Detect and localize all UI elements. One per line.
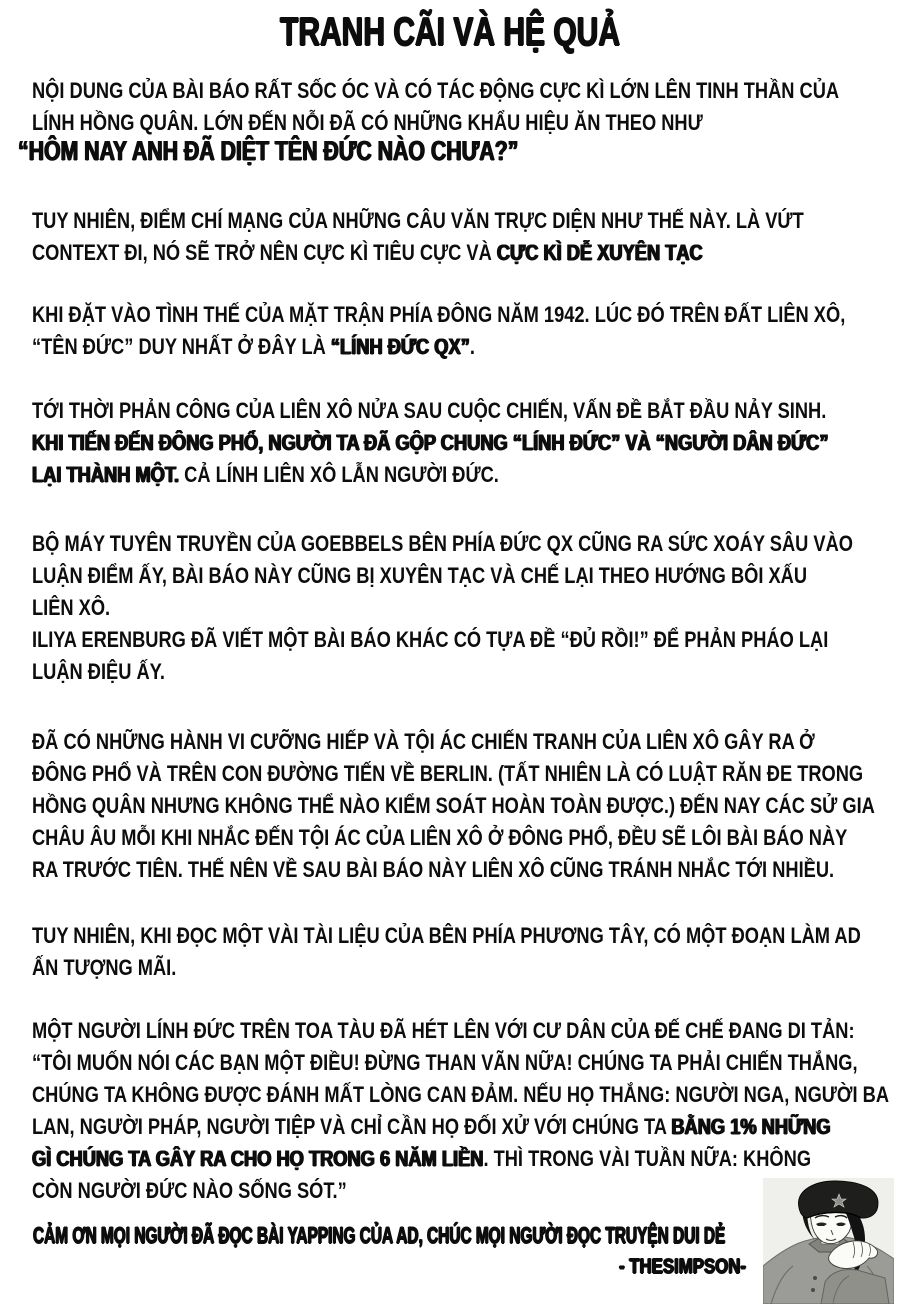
body-text: ĐÔNG PHỔ VÀ TRÊN CON ĐƯỜNG TIẾN VỀ BERLIN. (TẤT NHIÊN LÀ CÓ LUẬT RĂN ĐE TRONG xyxy=(32,761,864,786)
body-text: LIÊN XÔ. xyxy=(32,595,111,620)
body-text: LUẬN ĐIỆU ẤY. xyxy=(32,659,165,684)
text-line xyxy=(32,790,875,822)
text-line xyxy=(32,395,828,427)
text-line xyxy=(32,952,861,984)
body-text: TUY NHIÊN, KHI ĐỌC MỘT VÀI TÀI LIỆU CỦA BÊN PHÍA PHƯƠNG TÂY, CÓ MỘT ĐOẠN LÀM AD xyxy=(32,923,861,948)
body-text: “TÔI MUỐN NÓI CÁC BẠN MỘT ĐIỀU! ĐỪNG THAN VÃN NỮA! CHÚNG TA PHẢI CHIẾN THẮNG, xyxy=(32,1050,858,1075)
emphasized-text: BẰNG 1% NHỮNG xyxy=(671,1114,831,1139)
text-line xyxy=(32,1047,889,1079)
text-line xyxy=(32,854,875,886)
text-line xyxy=(32,1015,889,1047)
female-soldier-illustration xyxy=(763,1178,897,1304)
body-text: BỘ MÁY TUYÊN TRUYỀN CỦA GOEBBELS BÊN PHÍA ĐỨC QX CŨNG RA SỨC XOÁY SÂU VÀO xyxy=(32,531,853,556)
text-line xyxy=(32,1079,889,1111)
body-text: ILIYA ERENBURG ĐÃ VIẾT MỘT BÀI BÁO KHÁC CÓ TỰA ĐỀ “ĐỦ RỒI!” ĐỂ PHẢN PHÁO LẠI xyxy=(32,627,829,652)
female-soldier-portrait-svg xyxy=(763,1178,897,1304)
text-line xyxy=(32,237,804,269)
body-text: CẢ LÍNH LIÊN XÔ LẪN NGƯỜI ĐỨC. xyxy=(179,462,499,487)
text-line xyxy=(32,331,845,363)
body-text: TUY NHIÊN, ĐIỂM CHÍ MẠNG CỦA NHỮNG CÂU VĂN TRỰC DIỆN NHƯ THẾ NÀY. LÀ VỨT xyxy=(32,208,804,233)
body-text: ẤN TƯỢNG MÃI. xyxy=(32,955,177,980)
emphasized-text: KHI TIẾN ĐẾN ĐÔNG PHỔ, NGƯỜI TA ĐÃ GỘP CHUNG “LÍNH ĐỨC” VÀ “NGƯỜI DÂN ĐỨC” xyxy=(32,430,829,455)
text-line xyxy=(32,920,861,952)
body-text: KHI ĐẶT VÀO TÌNH THẾ CỦA MẶT TRẬN PHÍA ĐÔNG NĂM 1942. LÚC ĐÓ TRÊN ĐẤT LIÊN XÔ, xyxy=(32,302,846,327)
text-line xyxy=(32,427,828,459)
text-line xyxy=(32,75,839,107)
war-crimes-paragraph xyxy=(32,726,900,886)
context-paragraph xyxy=(32,205,900,269)
text-line xyxy=(32,656,853,688)
body-text: . THÌ TRONG VÀI TUẦN NỮA: KHÔNG xyxy=(483,1146,812,1171)
body-text: . xyxy=(469,334,475,359)
emphasized-text: CỰC KÌ DỄ XUYÊN TẠC xyxy=(496,240,703,265)
text-line xyxy=(32,528,853,560)
goebbels-paragraph xyxy=(32,528,900,688)
slogan-line xyxy=(18,134,676,168)
body-text: NỘI DUNG CỦA BÀI BÁO RẤT SỐC ÓC VÀ CÓ TÁC ĐỘNG CỰC KÌ LỚN LÊN TINH THẦN CỦA xyxy=(32,78,840,103)
text-line xyxy=(32,459,828,491)
body-text: MỘT NGƯỜI LÍNH ĐỨC TRÊN TOA TÀU ĐÃ HÉT LÊN VỚI CƯ DÂN CỦA ĐẾ CHẾ ĐANG DI TẢN: xyxy=(32,1018,855,1043)
body-text: “TÊN ĐỨC” DUY NHẤT Ở ĐÂY LÀ xyxy=(32,334,331,359)
text-line xyxy=(32,822,875,854)
body-text: HỒNG QUÂN NHƯNG KHÔNG THỂ NÀO KIỂM SOÁT HOÀN TOÀN ĐƯỢC.) ĐẾN NAY CÁC SỬ GIA xyxy=(32,793,875,818)
text-line xyxy=(32,560,853,592)
body-text: CONTEXT ĐI, NÓ SẼ TRỞ NÊN CỰC KÌ TIÊU CỰC VÀ xyxy=(32,240,497,265)
emphasized-text: LẠI THÀNH MỘT. xyxy=(32,462,180,487)
body-text: CHÚNG TA KHÔNG ĐƯỢC ĐÁNH MẤT LÒNG CAN ĐẢM. NẾU HỌ THẮNG: NGƯỜI NGA, NGƯỜI BA xyxy=(32,1082,890,1107)
western-docs-paragraph xyxy=(32,920,900,984)
counteroffensive-paragraph xyxy=(32,395,900,491)
text-line xyxy=(18,134,518,168)
emphasized-text: GÌ CHÚNG TA GÂY RA CHO HỌ TRONG 6 NĂM LIỀN xyxy=(32,1146,484,1171)
body-text: TỚI THỜI PHẢN CÔNG CỦA LIÊN XÔ NỬA SAU CUỘC CHIẾN, VẤN ĐỀ BẮT ĐẦU NẢY SINH. xyxy=(32,398,827,423)
text-line xyxy=(32,1175,889,1207)
body-text: CHÂU ÂU MỖI KHI NHẮC ĐẾN TỘI ÁC CỦA LIÊN XÔ Ở ĐÔNG PHỔ, ĐỀU SẼ LÔI BÀI BÁO NÀY xyxy=(32,825,848,850)
text-line xyxy=(32,1111,889,1143)
text-line xyxy=(32,1143,889,1175)
body-text: RA TRƯỚC TIÊN. THẾ NÊN VỀ SAU BÀI BÁO NÀY LIÊN XÔ CŨNG TRÁNH NHẮC TỚI NHIỀU. xyxy=(32,857,835,882)
text-line xyxy=(32,205,804,237)
footer-credit: - THESIMPSON- xyxy=(619,1255,746,1278)
page-title: TRANH CÃI VÀ HỆ QUẢ xyxy=(279,10,621,54)
body-text: LUẬN ĐIỂM ẤY, BÀI BÁO NÀY CŨNG BỊ XUYÊN TẠC VÀ CHẾ LẠI THEO HƯỚNG BÔI XẤU xyxy=(32,563,808,588)
footer-thanks: CẢM ƠN MỌI NGƯỜI ĐÃ ĐỌC BÀI YAPPING CỦA AD, CHÚC MỌI NGƯỜI ĐỌC TRUYỆN DUI DẺ xyxy=(33,1222,726,1248)
text-line xyxy=(32,299,845,331)
body-text: LAN, NGƯỜI PHÁP, NGƯỜI TIỆP VÀ CHỈ CẦN HỌ ĐỐI XỬ VỚI CHÚNG TA xyxy=(32,1114,672,1139)
body-text: ĐÃ CÓ NHỮNG HÀNH VI CƯỠNG HIẾP VÀ TỘI ÁC CHIẾN TRANH CỦA LIÊN XÔ GÂY RA Ở xyxy=(32,729,815,754)
body-text: LÍNH HỒNG QUÂN. LỚN ĐẾN NỖI ĐÃ CÓ NHỮNG KHẨU HIỆU ĂN THEO NHƯ xyxy=(32,110,703,135)
text-line xyxy=(32,624,853,656)
body-text: CÒN NGƯỜI ĐỨC NÀO SỐNG SÓT.” xyxy=(32,1178,347,1203)
text-line xyxy=(32,758,875,790)
text-line xyxy=(32,726,875,758)
text-line xyxy=(32,592,853,624)
eastern-front-paragraph xyxy=(32,299,900,363)
emphasized-text: “LÍNH ĐỨC QX” xyxy=(330,334,470,359)
intro-paragraph xyxy=(32,75,900,139)
emphasized-text: “HÔM NAY ANH ĐÃ DIỆT TÊN ĐỨC NÀO CHƯA?” xyxy=(18,135,519,166)
